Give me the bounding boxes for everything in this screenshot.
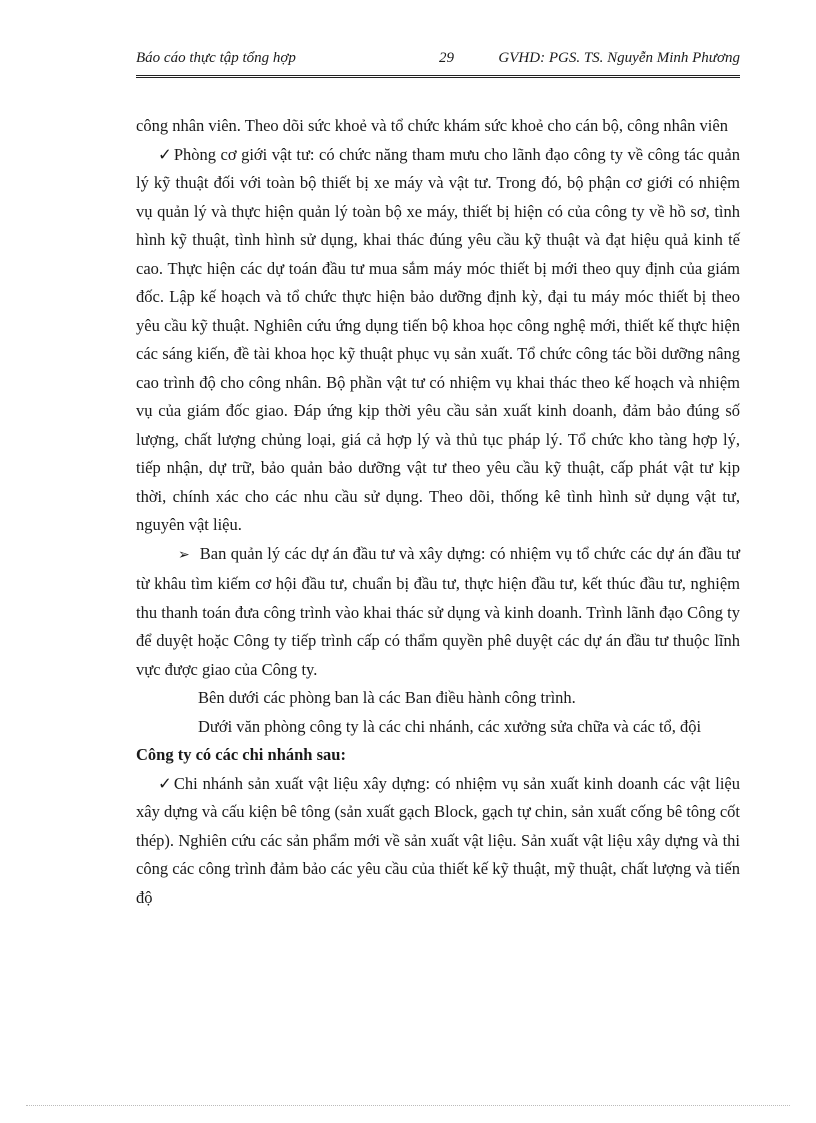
paragraph-construction-boards: Bên dưới các phòng ban là các Ban điều hành công trình. [198, 688, 576, 707]
section-heading: Công ty có các chi nhánh sau: [136, 745, 346, 764]
footer-divider [26, 1105, 790, 1106]
bullet-paragraph-materials-branch [136, 770, 740, 913]
bullet-paragraph-mechanical-department [136, 141, 740, 540]
paragraph-continuation: công nhân viên. Theo dõi sức khoẻ và tổ chức khám sức khoẻ cho cán bộ, công nhân viên [136, 116, 728, 135]
checkmark-icon: ✓ [158, 773, 172, 793]
paragraph-text: Chi nhánh sản xuất vật liệu xây dựng: có nhiệm vụ sản xuất kinh doanh các vật liệu xây dựng và cấu kiện bê tông (sản xuất gạch Block, gạch tự chin, sản xuất cống bê tông cốt thép). Nghiên cứu các sản phẩm mới về sản xuất vật liệu. Sản xuất vật liệu xây dựng và thi công các công trình đảm bảo các yêu cầu của thiết kế kỹ thuật, mỹ thuật, chất lượng và tiến độ [136, 773, 740, 907]
header-divider [136, 75, 740, 78]
bullet-paragraph-project-board [136, 540, 740, 685]
report-title: Báo cáo thực tập tổng hợp [136, 50, 296, 66]
paragraph-text: Ban quản lý các dự án đầu tư và xây dựng: có nhiệm vụ tổ chức các dự án đầu tư từ khâu tìm kiếm cơ hội đầu tư, chuẩn bị đầu tư, thực hiện đầu tư, kết thúc đầu tư, nghiệm thu thanh toán đưa công trình vào khai thác sử dụng và kinh doanh. Trình lãnh đạo Công ty để duyệt hoặc Công ty tiếp trình cấp có thẩm quyền phê duyệt các dự án đầu tư thuộc lĩnh vực được giao của Công ty. [136, 543, 740, 679]
checkmark-icon: ✓ [158, 144, 172, 164]
paragraph-text: Phòng cơ giới vật tư: có chức năng tham mưu cho lãnh đạo công ty về công tác quản lý kỹ thuật đối với toàn bộ thiết bị xe máy và vật tư. Trong đó, bộ phận cơ giới có nhiệm vụ quản lý và thực hiện quản lý toàn bộ xe máy, thiết bị hiện có của công ty về hồ sơ, tình hình kỹ thuật, tình hình sử dụng, khai thác đúng yêu cầu kỹ thuật và đạt hiệu quả kinh tế cao. Thực hiện các dự toán đầu tư mua sắm máy móc thiết bị mới theo quy định của giám đốc. Lập kế hoạch và tổ chức thực hiện bảo dưỡng định kỳ, đại tu máy móc thiết bị theo yêu cầu kỹ thuật. Nghiên cứu ứng dụng tiến bộ khoa học công nghệ mới, thiết kế thực hiện các sáng kiến, đề tài khoa học kỹ thuật phục vụ sản xuất. Tổ chức công tác bồi dưỡng nâng cao trình độ cho công nhân. Bộ phần vật tư có nhiệm vụ khai thác theo kế hoạch và nhiệm vụ của giám đốc giao. Đáp ứng kịp thời yêu cầu sản xuất kinh doanh, đảm bảo đúng số lượng, chất lượng chủng loại, giá cả hợp lý và thủ tục pháp lý. Tổ chức kho tàng hợp lý, tiếp nhận, dự trữ, bảo quản bảo dưỡng vật tư theo yêu cầu kỹ thuật, cấp phát vật tư kịp thời, chính xác cho các nhu cầu sử dụng. Theo dõi, thống kê tình hình sử dụng vật tư, nguyên vật liệu. [136, 144, 740, 534]
paragraph-branches-intro: Dưới văn phòng công ty là các chi nhánh, các xưởng sửa chữa và các tổ, đội [198, 716, 702, 736]
page-header [136, 46, 740, 74]
supervisor-label: GVHD: PGS. TS. Nguyễn Minh Phương [498, 50, 740, 66]
body-text [136, 112, 740, 912]
page-number: 29 [439, 50, 454, 66]
arrow-bullet-icon: ➢ [178, 547, 190, 563]
